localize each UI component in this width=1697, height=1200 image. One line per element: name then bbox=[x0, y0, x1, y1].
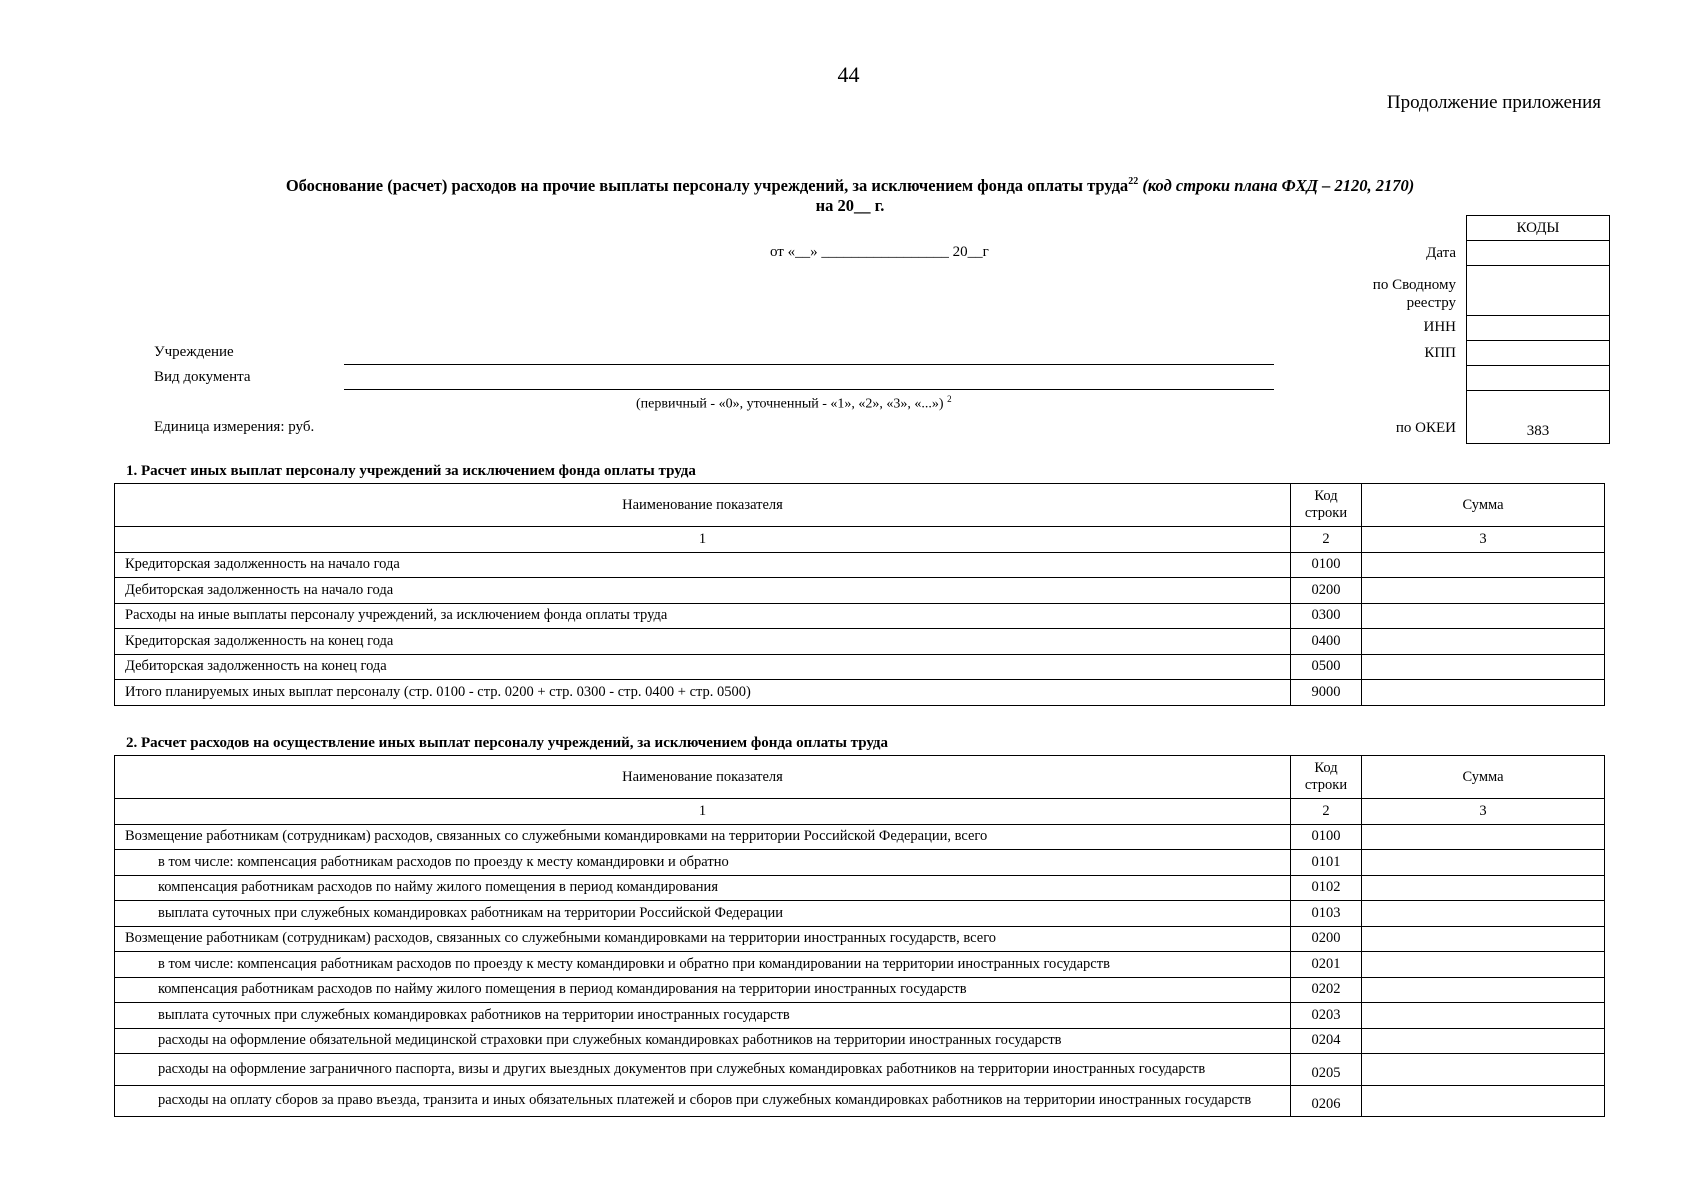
title-main: Обоснование (расчет) расходов на прочие выплаты персоналу учреждений, за исключением фонда оплаты труда bbox=[285, 176, 1129, 195]
row-code: 0101 bbox=[1291, 850, 1362, 876]
s1-header-code bbox=[1291, 484, 1362, 527]
row-sum-cell[interactable] bbox=[1362, 629, 1605, 655]
row-name: Возмещение работникам (сотрудникам) расходов, связанных со служебными командировками на территории Российской Федерации, всего bbox=[115, 824, 1291, 850]
row-code: 0200 bbox=[1291, 926, 1362, 952]
row-sum-cell[interactable] bbox=[1362, 901, 1605, 927]
table-row bbox=[115, 629, 1605, 655]
section2-title: 2. Расчет расходов на осуществление иных выплат персоналу учреждений, за исключением фонда оплаты труда bbox=[126, 735, 889, 751]
institution-field-line[interactable] bbox=[344, 364, 1274, 365]
code-doctype-cell[interactable] bbox=[1467, 366, 1610, 391]
doc-type-hint bbox=[636, 394, 952, 413]
code-date-cell[interactable] bbox=[1467, 241, 1610, 266]
doc-type-field-line[interactable] bbox=[344, 389, 1274, 390]
table-row bbox=[115, 680, 1605, 706]
row-sum-cell[interactable] bbox=[1362, 552, 1605, 578]
row-code: 0200 bbox=[1291, 578, 1362, 604]
row-code: 0100 bbox=[1291, 824, 1362, 850]
s2-header-sum: Сумма bbox=[1362, 756, 1605, 799]
code-inn-cell[interactable] bbox=[1467, 316, 1610, 341]
s2-header-name: Наименование показателя bbox=[115, 756, 1291, 799]
table-row bbox=[115, 875, 1605, 901]
row-sum-cell[interactable] bbox=[1362, 824, 1605, 850]
row-code: 0102 bbox=[1291, 875, 1362, 901]
row-sum-cell[interactable] bbox=[1362, 977, 1605, 1003]
section1-title: 1. Расчет иных выплат персоналу учреждений за исключением фонда оплаты труда bbox=[126, 463, 696, 479]
s1-colnum-1: 1 bbox=[115, 527, 1291, 553]
section2-table bbox=[114, 755, 1605, 1117]
title-italic: (код строки плана ФХД – 2120, 2170) bbox=[1142, 176, 1415, 195]
code-kpp-cell[interactable] bbox=[1467, 341, 1610, 366]
row-name: расходы на оформление заграничного паспорта, визы и других выездных документов при служебных командировках работников на территории иностранных государств bbox=[115, 1054, 1291, 1086]
row-code: 0500 bbox=[1291, 654, 1362, 680]
s1-header-code-line2: строки bbox=[1304, 505, 1348, 521]
table-row bbox=[115, 552, 1605, 578]
institution-label: Учреждение bbox=[154, 344, 234, 360]
s1-header-code-line1: Код bbox=[1314, 488, 1338, 504]
table-row bbox=[115, 578, 1605, 604]
row-sum-cell[interactable] bbox=[1362, 1085, 1605, 1117]
row-code: 0201 bbox=[1291, 952, 1362, 978]
table-row bbox=[115, 850, 1605, 876]
doc-type-label: Вид документа bbox=[154, 369, 251, 385]
registry-label-1: по Сводному bbox=[1372, 277, 1456, 293]
row-name: Возмещение работникам (сотрудникам) расходов, связанных со служебными командировками на территории иностранных государств, всего bbox=[115, 926, 1291, 952]
s2-colnum-3: 3 bbox=[1362, 799, 1605, 825]
code-registry-cell[interactable] bbox=[1467, 266, 1610, 316]
row-sum-cell[interactable] bbox=[1362, 875, 1605, 901]
s1-colnum-2: 2 bbox=[1291, 527, 1362, 553]
s1-colnum-3: 3 bbox=[1362, 527, 1605, 553]
row-name: Кредиторская задолженность на начало года bbox=[115, 552, 1291, 578]
row-name: Дебиторская задолженность на конец года bbox=[115, 654, 1291, 680]
row-code: 0103 bbox=[1291, 901, 1362, 927]
row-code: 0300 bbox=[1291, 603, 1362, 629]
row-code: 0203 bbox=[1291, 1003, 1362, 1029]
row-name: Кредиторская задолженность на конец года bbox=[115, 629, 1291, 655]
inn-label: ИНН bbox=[1423, 319, 1456, 335]
table-row bbox=[115, 824, 1605, 850]
row-name: Итого планируемых иных выплат персоналу (стр. 0100 - стр. 0200 + стр. 0300 - стр. 0400 + стр. 0500) bbox=[115, 680, 1291, 706]
row-name: Расходы на иные выплаты персоналу учреждений, за исключением фонда оплаты труда bbox=[115, 603, 1291, 629]
row-name: в том числе: компенсация работникам расходов по проезду к месту командировки и обратно при командировании на территории иностранных государств bbox=[115, 952, 1291, 978]
table-row bbox=[115, 1003, 1605, 1029]
s2-header-code-line2: строки bbox=[1304, 777, 1348, 793]
table-row bbox=[115, 901, 1605, 927]
row-sum-cell[interactable] bbox=[1362, 603, 1605, 629]
s1-header-sum: Сумма bbox=[1362, 484, 1605, 527]
registry-label-2: реестру bbox=[1406, 295, 1456, 311]
row-name: выплата суточных при служебных командировках работников на территории иностранных государств bbox=[115, 1003, 1291, 1029]
codes-header: КОДЫ bbox=[1467, 216, 1610, 241]
row-sum-cell[interactable] bbox=[1362, 1028, 1605, 1054]
title-year-line: на 20__ г. bbox=[815, 196, 885, 215]
date-label: Дата bbox=[1426, 245, 1456, 261]
s2-header-code-line1: Код bbox=[1314, 760, 1338, 776]
row-code: 0204 bbox=[1291, 1028, 1362, 1054]
row-code: 0206 bbox=[1291, 1085, 1362, 1117]
row-name: компенсация работникам расходов по найму жилого помещения в период командирования bbox=[115, 875, 1291, 901]
table-row bbox=[115, 1085, 1605, 1117]
section1-table bbox=[114, 483, 1605, 706]
doc-type-hint-text: (первичный - «0», уточненный - «1», «2», «3», «...») bbox=[636, 396, 944, 412]
row-name: Дебиторская задолженность на начало года bbox=[115, 578, 1291, 604]
table-row bbox=[115, 1028, 1605, 1054]
table-row bbox=[115, 603, 1605, 629]
date-line: от «__» _________________ 20__г bbox=[770, 244, 989, 260]
row-sum-cell[interactable] bbox=[1362, 926, 1605, 952]
row-sum-cell[interactable] bbox=[1362, 1003, 1605, 1029]
table-row bbox=[115, 952, 1605, 978]
row-name: расходы на оплату сборов за право въезда, транзита и иных обязательных платежей и сборов при служебных командировках работников на территории иностранных государств bbox=[115, 1085, 1291, 1117]
code-okei-cell: 383 bbox=[1467, 391, 1610, 444]
okei-label: по ОКЕИ bbox=[1395, 420, 1456, 436]
row-sum-cell[interactable] bbox=[1362, 1054, 1605, 1086]
row-name: компенсация работникам расходов по найму жилого помещения в период командирования на территории иностранных государств bbox=[115, 977, 1291, 1003]
row-sum-cell[interactable] bbox=[1362, 680, 1605, 706]
title-footnote-ref: 22 bbox=[1128, 176, 1139, 187]
row-code: 9000 bbox=[1291, 680, 1362, 706]
row-sum-cell[interactable] bbox=[1362, 850, 1605, 876]
row-sum-cell[interactable] bbox=[1362, 952, 1605, 978]
row-sum-cell[interactable] bbox=[1362, 654, 1605, 680]
row-sum-cell[interactable] bbox=[1362, 578, 1605, 604]
row-name: расходы на оформление обязательной медицинской страховки при служебных командировках работников на территории иностранных государств bbox=[115, 1028, 1291, 1054]
continuation-label: Продолжение приложения bbox=[1386, 92, 1601, 113]
codes-table bbox=[1466, 215, 1610, 444]
s1-header-name: Наименование показателя bbox=[115, 484, 1291, 527]
table-row bbox=[115, 926, 1605, 952]
row-code: 0100 bbox=[1291, 552, 1362, 578]
page-number: 44 bbox=[837, 62, 860, 87]
kpp-label: КПП bbox=[1424, 345, 1456, 361]
table-row bbox=[115, 1054, 1605, 1086]
s2-colnum-2: 2 bbox=[1291, 799, 1362, 825]
row-code: 0202 bbox=[1291, 977, 1362, 1003]
table-row bbox=[115, 654, 1605, 680]
unit-label: Единица измерения: руб. bbox=[154, 419, 315, 435]
s2-colnum-1: 1 bbox=[115, 799, 1291, 825]
row-name: в том числе: компенсация работникам расходов по проезду к месту командировки и обратно bbox=[115, 850, 1291, 876]
row-name: выплата суточных при служебных командировках работникам на территории Российской Федерации bbox=[115, 901, 1291, 927]
row-code: 0205 bbox=[1291, 1054, 1362, 1086]
table-row bbox=[115, 977, 1605, 1003]
row-code: 0400 bbox=[1291, 629, 1362, 655]
document-title bbox=[100, 172, 1600, 216]
doc-type-hint-ref: 2 bbox=[947, 394, 952, 404]
s2-header-code bbox=[1291, 756, 1362, 799]
